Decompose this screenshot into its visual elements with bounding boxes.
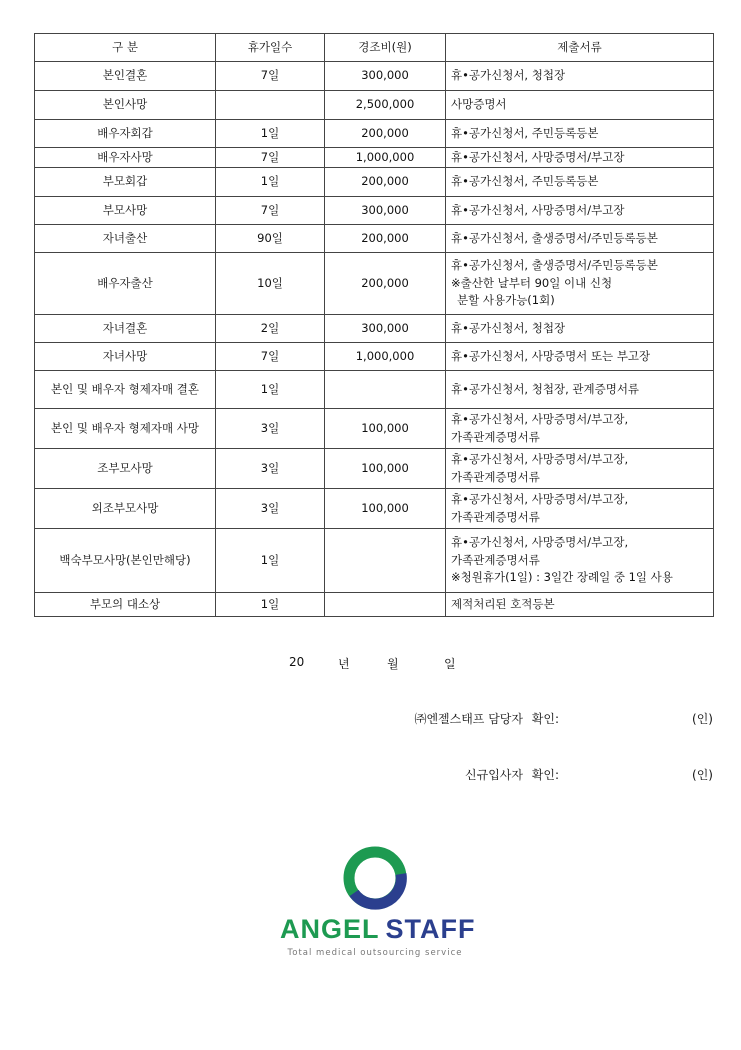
document-line: 휴•공가신청서, 사망증명서/부고장, [451, 451, 629, 466]
cell-category: 부모의 대소상 [35, 593, 216, 617]
cell-category: 자녀출산 [35, 225, 216, 253]
cell-documents [446, 371, 714, 409]
cell-amount: 200,000 [325, 120, 446, 148]
cell-documents [446, 168, 714, 197]
cell-days: 3일 [216, 409, 325, 449]
document-line: 휴•공가신청서, 출생증명서/주민등록등본 [451, 257, 658, 272]
table-row [35, 315, 714, 343]
table-row [35, 593, 714, 617]
staff-label: ㈜엔젤스태프 담당자 [414, 712, 523, 726]
document-line: 휴•공가신청서, 청첩장, 관계증명서류 [451, 381, 640, 396]
cell-category: 배우자사망 [35, 148, 216, 168]
cell-category: 본인 및 배우자 형제자매 결혼 [35, 371, 216, 409]
cell-days: 10일 [216, 253, 325, 315]
cell-amount: 1,000,000 [325, 148, 446, 168]
cell-days: 1일 [216, 168, 325, 197]
cell-documents [446, 62, 714, 91]
document-line: 가족관계증명서류 [451, 429, 540, 444]
cell-amount: 200,000 [325, 225, 446, 253]
logo-wordmark [280, 914, 476, 945]
date-prefix: 20 [289, 655, 305, 669]
document-line: 가족관계증명서류 [451, 469, 540, 484]
document-line: 휴•공가신청서, 청첩장 [451, 320, 566, 335]
cell-documents [446, 489, 714, 529]
cell-category: 부모회갑 [35, 168, 216, 197]
date-year-label: 년 [338, 657, 350, 671]
logo-word-staff: STAFF [385, 914, 476, 944]
cell-documents [446, 343, 714, 371]
document-line: 휴•공가신청서, 사망증명서/부고장 [451, 149, 625, 164]
document-line: 휴•공가신청서, 사망증명서 또는 부고장 [451, 348, 651, 363]
cell-days: 1일 [216, 371, 325, 409]
cell-amount: 300,000 [325, 315, 446, 343]
header-category: 구 분 [35, 34, 216, 62]
cell-days [216, 91, 325, 120]
angel-staff-logo [280, 844, 476, 962]
table-row [35, 197, 714, 225]
cell-days: 3일 [216, 489, 325, 529]
table-row [35, 148, 714, 168]
cell-amount: 100,000 [325, 409, 446, 449]
cell-documents [446, 409, 714, 449]
document-line: 휴•공가신청서, 출생증명서/주민등록등본 [451, 230, 658, 245]
cell-amount: 100,000 [325, 489, 446, 529]
document-line: 휴•공가신청서, 사망증명서/부고장, [451, 411, 629, 426]
date-day-label: 일 [444, 657, 456, 671]
cell-amount: 200,000 [325, 168, 446, 197]
cell-days: 7일 [216, 197, 325, 225]
cell-amount: 200,000 [325, 253, 446, 315]
cell-days: 90일 [216, 225, 325, 253]
cell-documents [446, 315, 714, 343]
cell-category: 자녀결혼 [35, 315, 216, 343]
table-row [35, 91, 714, 120]
document-line: 휴•공가신청서, 사망증명서/부고장, [451, 491, 629, 506]
cell-documents [446, 120, 714, 148]
benefits-table [34, 33, 714, 617]
table-row [35, 371, 714, 409]
table-row [35, 409, 714, 449]
table-row [35, 489, 714, 529]
cell-documents [446, 197, 714, 225]
table-body [35, 62, 714, 617]
document-line: 가족관계증명서류 [451, 509, 540, 524]
table-row [35, 449, 714, 489]
cell-documents [446, 253, 714, 315]
document-line: 사망증명서 [451, 97, 507, 112]
document-line: 휴•공가신청서, 주민등록등본 [451, 125, 599, 140]
new-hire-confirm-label: 확인: [531, 768, 559, 782]
cell-documents [446, 225, 714, 253]
cell-amount: 300,000 [325, 197, 446, 225]
table-row [35, 62, 714, 91]
logo-word-angel: ANGEL [280, 914, 380, 944]
table-row [35, 225, 714, 253]
cell-days: 2일 [216, 315, 325, 343]
staff-confirm-label: 확인: [531, 712, 559, 726]
table-header-row [35, 34, 714, 62]
cell-amount: 1,000,000 [325, 343, 446, 371]
table-row [35, 168, 714, 197]
date-month-label: 월 [387, 657, 399, 671]
cell-days: 3일 [216, 449, 325, 489]
new-hire-label: 신규입사자 [465, 768, 523, 782]
cell-category: 배우자출산 [35, 253, 216, 315]
cell-category: 조부모사망 [35, 449, 216, 489]
cell-category: 외조부모사망 [35, 489, 216, 529]
document-line: 휴•공가신청서, 사망증명서/부고장 [451, 202, 625, 217]
table-row [35, 343, 714, 371]
document-line: 휴•공가신청서, 주민등록등본 [451, 174, 599, 189]
cell-category: 자녀사망 [35, 343, 216, 371]
cell-days: 1일 [216, 593, 325, 617]
cell-amount [325, 593, 446, 617]
cell-documents [446, 148, 714, 168]
staff-seal-mark: (인) [692, 712, 713, 726]
document-line: ※청원휴가(1일) : 3일간 장례일 중 1일 사용 [451, 570, 673, 585]
logo-tagline: Total medical outsourcing service [287, 948, 463, 958]
document-line: 제적처리된 호적등본 [451, 596, 555, 611]
cell-documents [446, 593, 714, 617]
cell-days: 7일 [216, 148, 325, 168]
cell-days: 7일 [216, 343, 325, 371]
cell-amount: 300,000 [325, 62, 446, 91]
document-line: 분할 사용가능(1회) [457, 293, 555, 308]
cell-category: 본인사망 [35, 91, 216, 120]
cell-documents [446, 449, 714, 489]
table-row [35, 253, 714, 315]
cell-amount [325, 371, 446, 409]
new-hire-seal-mark: (인) [692, 768, 713, 782]
header-days: 휴가일수 [216, 34, 325, 62]
new-hire-signature-row [393, 766, 713, 784]
cell-category: 부모사망 [35, 197, 216, 225]
cell-category: 본인결혼 [35, 62, 216, 91]
staff-signature-row [393, 710, 713, 728]
cell-amount [325, 529, 446, 593]
ring-emblem-icon [340, 844, 410, 912]
table-row [35, 529, 714, 593]
cell-amount: 100,000 [325, 449, 446, 489]
cell-documents [446, 529, 714, 593]
document-line: 휴•공가신청서, 사망증명서/부고장, [451, 534, 629, 549]
cell-category: 백숙부모사망(본인만해당) [35, 529, 216, 593]
header-documents: 제출서류 [446, 34, 714, 62]
cell-category: 배우자회갑 [35, 120, 216, 148]
header-amount: 경조비(원) [325, 34, 446, 62]
document-line: 가족관계증명서류 [451, 552, 540, 567]
cell-days: 1일 [216, 120, 325, 148]
table-row [35, 120, 714, 148]
cell-documents [446, 91, 714, 120]
document-line: ※출산한 날부터 90일 이내 신청 [451, 275, 613, 290]
cell-days: 1일 [216, 529, 325, 593]
cell-amount: 2,500,000 [325, 91, 446, 120]
document-line: 휴•공가신청서, 청첩장 [451, 68, 566, 83]
cell-category: 본인 및 배우자 형제자매 사망 [35, 409, 216, 449]
cell-days: 7일 [216, 62, 325, 91]
